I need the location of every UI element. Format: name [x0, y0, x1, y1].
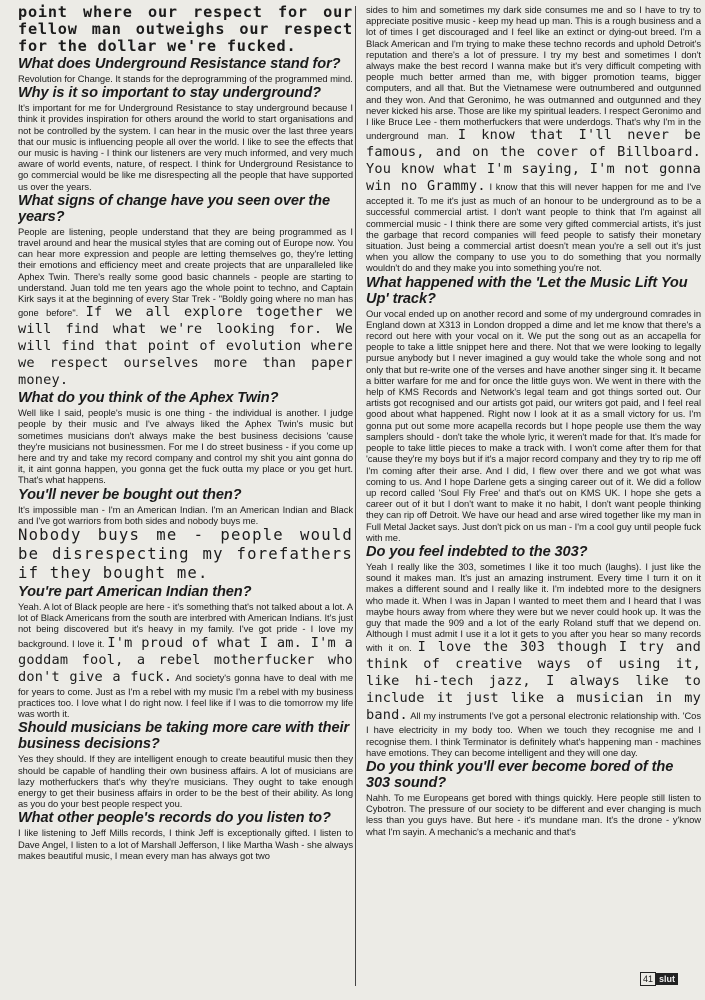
question-other-records: What other people's records do you listen to? — [18, 810, 331, 827]
answer-bought-out: It's impossible man - I'm an American Indian. I'm an American Indian and Black and I've got warriors from both sides and nobody buys me. — [18, 503, 353, 526]
answer-text-cont: And society's gonna have to deal with me for years to come. Just as I'm a rebel with my music I'm a rebel with my business practices too. I love what I do right now. I feel like if I was to die tomorrow my life was worth it. — [18, 671, 353, 720]
answer-bored-303: Nahh. To me Europeans get bored with things quickly. Here people still listen to Cybotron. The pressure of our society to be different and ever changing is much less than you guys have. But here - it's mundane man. It's the drone - y'know what I'm sayin. A mechanic's a mechanic and that's — [366, 791, 701, 837]
column-divider — [355, 6, 356, 986]
answer-aphex-twin: Well like I said, people's music is one thing - the individual is another. I judge people by their music and I've always liked the Aphex Twin's music but sometimes musicians don't always make the best business decisions 'cause they're musicians not businessmen. For me I do street business - if you come up here and try and take my record company and control my shit you aint gonna do it, it aint gonna happen, you gonna get the fuck outta my place or you get hurt. That's what happens. — [18, 407, 353, 486]
question-business-decisions: Should musicians be taking more care with their business decisions? — [18, 720, 350, 753]
question-bored-303: Do you think you'll ever become bored of the 303 sound? — [366, 758, 674, 791]
inline-pull-quote: I know that I'll never be famous, and on the cover of Billboard. You know what I'm saying, I'm not gonna win no Grammy. — [366, 127, 701, 195]
left-column — [18, 4, 353, 989]
pull-quote-nobody-buys-me: Nobody buys me - people would be disrespecting my forefathers if they bought me. — [18, 526, 353, 583]
answer-ur-meaning: Revolution for Change. It stands for the deprogramming of the programmed mind. — [18, 73, 353, 84]
question-bought-out: You'll never be bought out then? — [18, 486, 242, 503]
answer-stay-underground: It's important for me for Underground Resistance to stay underground because I think it provides inspiration for others around the world to start organisations and not be controlled by the system. I can hear in the music over the last three years that our music is influencing people all over the world. I like to see the effects that our music is having - I think our listeners are very much informed, and very much aware of world events, nature, of respect. I think for Underground Resistance to go commercial would be like me disrespecting all the people that have supported us over the years. — [18, 102, 353, 192]
question-music-lift-you-up: What happened with the 'Let the Music Lift You Up' track? — [366, 274, 688, 307]
answer-text: Yeah I really like the 303, sometimes I like it too much (laughs). I just like the sound it makes man. It's just an amazing instrument. Every time I turn it on it makes a different sound and I really like it. I'm indebted more to the designers who made it. When I was in Japan I wanted to meet them and I heard that I was maybe hours away from where they were but we never could hook up. It was the guy that made the 909 and a lot of the early Roland stuff that we depend on. Although I must admit I use it a lot it gets to you after you hear so many records with it on. — [366, 560, 701, 654]
answer-other-records-cont — [366, 4, 701, 274]
page-folio — [640, 972, 678, 986]
question-ur-meaning: What does Underground Resistance stand for? — [18, 56, 341, 72]
answer-business-decisions: Yes they should. If they are intelligent enough to create beautiful music then they should be capable of handling their own business affairs. A lot of musicians are lazy motherfuckers that's why they're musicians. They ought to take enough energy to get their business affairs in order to be the best of their ability. As long as you do your best people respect you. — [18, 753, 353, 810]
question-aphex-twin: What do you think of the Aphex Twin? — [18, 390, 279, 407]
question-stay-underground: Why is it so important to stay underground? — [18, 85, 321, 102]
answer-text: sides to him and sometimes my dark side consumes me and so I have to try to appreciate positive music - keep my head up man. This is a rough business and a lot of times I get discouraged and I feel like an extinct or dying-out breed. I'm a Black American and I'm trying to make these techno records and uphold Detroit's reputation and there's a lot of pressure. I try my best and sometimes I don't always make the best record I wanna make but it's very difficult competing with people much better armed than me, with bigger promotion teams, bigger computers, and all that. But the Vietnamese were outnumbered and outgunned and they won. And that Geronimo, he was outmanned and outgunned and they never kicked his arse. Those are like my spiritual leaders. I respect Geronimo and I like Bruce Lee - them motherfuckers that were underdogs. That's why I'm in the underground man. — [366, 4, 701, 142]
inline-pull-quote: I'm proud of what I am. I'm a goddam fool, a rebel motherfucker who don't give a fuck. — [18, 634, 353, 685]
answer-other-records: I like listening to Jeff Mills records, I think Jeff is exceptionally gifted. I listen to Dave Angel, I listen to a lot of Marshall Jefferson, I like Martha Wash - she always makes beautiful music, I mean every man has always got two — [18, 827, 353, 861]
question-signs-of-change: What signs of change have you seen over the years? — [18, 192, 330, 225]
answer-text: Yeah. A lot of Black people are here - it's something that's not talked about a lot. A lot of Black Americans from the south are interbred with American Indians. It's just not being discovered but it's heavy in my family. I've got pride - I love my background. I love it. — [18, 601, 353, 649]
answer-text-cont: I know that this will never happen for me and I've accepted it. To me it's just as much of an honour to be underground as to be a successful commercial artist. I don't want people to think that I'm against all commercial music - I think there are some very gifted commercial artists, it's just the garbage that record companies will feed people to satisfy their monetary situation. Just being a commercial artist doesn't mean you're a sell out it's just when you allow the company to use you to do something that you normally wouldn't do and they make you into something you're not. — [366, 181, 701, 274]
answer-music-lift-you-up: Our vocal ended up on another record and some of my underground comrades in England down at X313 in London dropped a dime and let me know that there's a record out here with your vocal on it. We put the song out as an accapella for people to take a little snippet here and there. Not that we were looking to legally pursue anybody but I never imagined a guy would take the whole song and not only that but re-write one of the verses and have another singer sing it. It became a bitter warfare for me and for once the little guys won. We went in there with the help of KMS Records and Network's legal team and got things sorted out. Our artists got recognised and our artists got paid, our writers got paid, and I feel real good about what happened. Right now I look at it as a small victory for us. I'm gonna put out some more acapella records but I hope people use them the way samplers should - don't take the whole lyric, it weren't made for that. It's made for people to take little pieces to make a track with. I won't come after them for that 'cause they're my boys but if it's a major record company and they try to rip me off I'm coming after their arse. And I did, I flew over there and we got what was coming to us. And I hope Darlene gets a singing career out of it. We did a follow up record called 'Soul Fly Free' and that's out on KMS UK. I hope she gets a career out of it but I don't want to make it no habit, I don't want people thinking they can rip off Detroit. We have our head and arse wired together like my man in Full Metal Jacket says. Just don't pick on us man - I'm a cool guy until people fuck with me. — [366, 307, 701, 543]
inline-pull-quote: If we all explore together we will find what we're looking for. We will find that point of evolution where we respect ourselves more than paper money. — [18, 304, 353, 389]
right-column — [366, 4, 701, 989]
inline-pull-quote: I love the 303 though I try and think of creative ways of using it, like hi-tech jazz, I always like to include it just like a musician in my band. — [366, 639, 701, 724]
question-american-indian: You're part American Indian then? — [18, 584, 252, 601]
answer-american-indian — [18, 601, 353, 719]
answer-text-cont: All my instruments I've got a personal electronic relationship with. 'Cos I have electricity in my body too. When we touch they recognise me and I recognise them. I think Terminator is definitely what's happening man - machines have emotions. They can become intelligent and they will one day. — [366, 710, 701, 758]
page-number: 41 — [640, 972, 656, 986]
answer-text: People are listening, people understand that they are being programmed as I travel around and hear the musical styles that are coming out of Europe now. You can hear more expression and people are letting themselves go, they're letting their emotions and efficiency meet and create projects that are unparalleled like Aphex Twin. There's really some good basic channels - people are starting to understand. Juan told me ten years ago the whole point to techno, and Captain Kirk says it at the beginning of every Star Trek - "Boldly going where no man has gone before". — [18, 225, 353, 319]
pull-quote-top: point where our respect for our fellow man outweighs our respect for the dollar we're fucked. — [18, 4, 353, 55]
answer-indebted-303 — [366, 561, 701, 758]
answer-signs-of-change — [18, 226, 353, 389]
question-indebted-303: Do you feel indebted to the 303? — [366, 543, 588, 560]
magazine-logo: slut — [656, 973, 678, 985]
